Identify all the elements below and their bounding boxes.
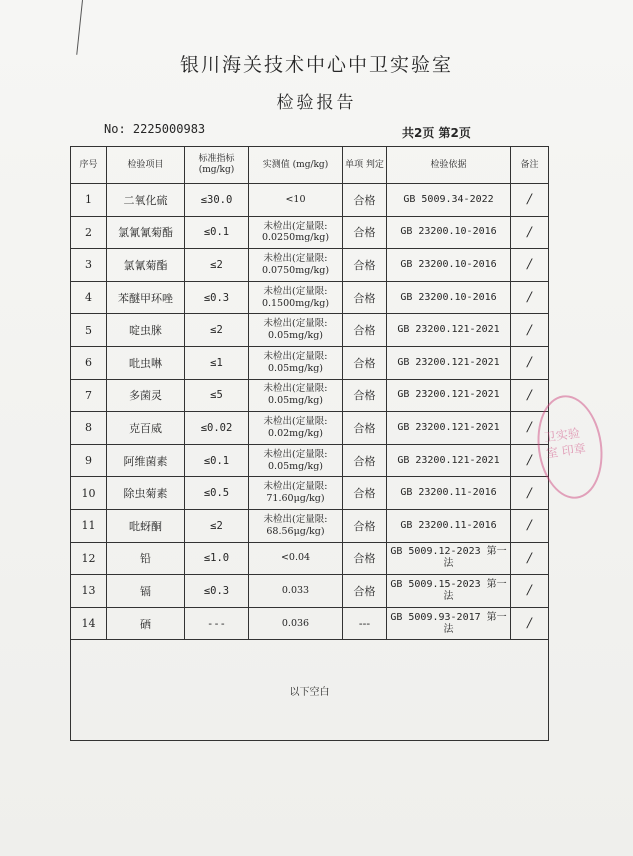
judgment-cell: 合格 [343,184,387,217]
measured-value-cell: 未检出(定量限: 0.1500mg/kg) [249,281,343,314]
test-basis-cell: GB 23200.11-2016 [387,509,511,542]
test-item-cell: 克百威 [107,412,185,445]
test-item-cell: 氯氰氰菊酯 [107,216,185,249]
test-basis-cell: GB 5009.93-2017 第一法 [387,607,511,640]
table-row [71,379,549,412]
judgment-cell: 合格 [343,346,387,379]
measured-value-cell: 未检出(定量限: 71.60μg/kg) [249,477,343,510]
standard-limit-cell: ≤2 [185,509,249,542]
blank-area-note: 以下空白 [71,640,549,741]
remark-cell: / [511,281,549,314]
measured-value-cell: 未检出(定量限: 0.05mg/kg) [249,314,343,347]
measured-value-cell: 未检出(定量限: 0.05mg/kg) [249,379,343,412]
results-table [70,146,549,741]
table-row [71,346,549,379]
judgment-cell: 合格 [343,444,387,477]
column-header: 标准指标 (mg/kg) [185,147,249,184]
measured-value-cell: 未检出(定量限: 0.05mg/kg) [249,346,343,379]
table-header-row [71,147,549,184]
column-header: 单项 判定 [343,147,387,184]
judgment-cell: 合格 [343,477,387,510]
test-item-cell: 啶虫脒 [107,314,185,347]
test-basis-cell: GB 23200.10-2016 [387,281,511,314]
judgment-cell: --- [343,607,387,640]
table-body [71,184,549,640]
test-item-cell: 氯氰菊酯 [107,249,185,282]
judgment-cell: 合格 [343,314,387,347]
report-subtitle: 检验报告 [276,93,357,113]
test-basis-cell: GB 23200.121-2021 [387,412,511,445]
column-header: 检验依据 [387,147,511,184]
judgment-cell: 合格 [343,249,387,282]
row-number-cell: 10 [71,477,107,510]
remark-cell: / [511,379,549,412]
row-number-cell: 7 [71,379,107,412]
column-header: 序号 [71,147,107,184]
test-basis-cell: GB 23200.121-2021 [387,444,511,477]
table-row [71,314,549,347]
table-row [71,607,549,640]
column-header: 实测值 (mg/kg) [249,147,343,184]
column-header: 备注 [511,147,549,184]
standard-limit-cell: ≤30.0 [185,184,249,217]
table-row [71,249,549,282]
remark-cell: / [511,412,549,445]
row-number-cell: 8 [71,412,107,445]
row-number-cell: 11 [71,509,107,542]
table-row [71,477,549,510]
test-item-cell: 二氧化硫 [107,184,185,217]
test-basis-cell: GB 23200.121-2021 [387,379,511,412]
fold-line [76,0,83,55]
measured-value-cell: 未检出(定量限: 0.0750mg/kg) [249,249,343,282]
judgment-cell: 合格 [343,575,387,608]
row-number-cell: 12 [71,542,107,575]
test-basis-cell: GB 5009.12-2023 第一法 [387,542,511,575]
test-item-cell: 吡蚜酮 [107,509,185,542]
remark-cell: / [511,346,549,379]
row-number-cell: 6 [71,346,107,379]
measured-value-cell: 未检出(定量限: 68.56μg/kg) [249,509,343,542]
standard-limit-cell: ≤0.3 [185,575,249,608]
row-number-cell: 1 [71,184,107,217]
test-item-cell: 铅 [107,542,185,575]
test-item-cell: 除虫菊素 [107,477,185,510]
report-org-title: 银川海关技术中心中卫实验室 [179,54,453,76]
measured-value-cell: 0.036 [249,607,343,640]
remark-cell: / [511,607,549,640]
judgment-cell: 合格 [343,542,387,575]
test-basis-cell: GB 23200.121-2021 [387,314,511,347]
table-row [71,281,549,314]
remark-cell: / [511,575,549,608]
row-number-cell: 14 [71,607,107,640]
test-item-cell: 镉 [107,575,185,608]
report-number: No: 2225000983 [104,122,206,136]
table-row [71,575,549,608]
test-basis-cell: GB 23200.121-2021 [387,346,511,379]
test-item-cell: 硒 [107,607,185,640]
row-number-cell: 2 [71,216,107,249]
standard-limit-cell: ≤0.3 [185,281,249,314]
judgment-cell: 合格 [343,281,387,314]
test-item-cell: 阿维菌素 [107,444,185,477]
judgment-cell: 合格 [343,509,387,542]
standard-limit-cell: ≤1.0 [185,542,249,575]
table-row [71,412,549,445]
remark-cell: / [511,314,549,347]
test-basis-cell: GB 23200.11-2016 [387,477,511,510]
measured-value-cell: <0.04 [249,542,343,575]
row-number-cell: 4 [71,281,107,314]
test-item-cell: 苯醚甲环唑 [107,281,185,314]
judgment-cell: 合格 [343,379,387,412]
judgment-cell: 合格 [343,412,387,445]
row-number-cell: 3 [71,249,107,282]
measured-value-cell: 未检出(定量限: 0.05mg/kg) [249,444,343,477]
test-item-cell: 吡虫啉 [107,346,185,379]
remark-cell: / [511,477,549,510]
measured-value-cell: <10 [249,184,343,217]
test-basis-cell: GB 23200.10-2016 [387,216,511,249]
remark-cell: / [511,249,549,282]
test-basis-cell: GB 5009.15-2023 第一法 [387,575,511,608]
table-row [71,509,549,542]
test-item-cell: 多菌灵 [107,379,185,412]
measured-value-cell: 未检出(定量限: 0.0250mg/kg) [249,216,343,249]
test-basis-cell: GB 5009.34-2022 [387,184,511,217]
stamp-text: 卫实验室 印章 [543,425,587,461]
row-number-cell: 13 [71,575,107,608]
remark-cell: / [511,542,549,575]
remark-cell: / [511,509,549,542]
column-header: 检验项目 [107,147,185,184]
standard-limit-cell: ≤0.1 [185,444,249,477]
table-row [71,542,549,575]
standard-limit-cell: ≤0.02 [185,412,249,445]
page-info: 共2页 第2页 [402,126,471,140]
row-number-cell: 5 [71,314,107,347]
table-row [71,184,549,217]
remark-cell: / [511,444,549,477]
standard-limit-cell: ≤5 [185,379,249,412]
table-row [71,444,549,477]
remark-cell: / [511,184,549,217]
remark-cell: / [511,216,549,249]
table-row [71,216,549,249]
standard-limit-cell: ≤0.1 [185,216,249,249]
measured-value-cell: 未检出(定量限: 0.02mg/kg) [249,412,343,445]
standard-limit-cell: --- [185,607,249,640]
test-basis-cell: GB 23200.10-2016 [387,249,511,282]
standard-limit-cell: ≤1 [185,346,249,379]
measured-value-cell: 0.033 [249,575,343,608]
standard-limit-cell: ≤0.5 [185,477,249,510]
row-number-cell: 9 [71,444,107,477]
standard-limit-cell: ≤2 [185,249,249,282]
standard-limit-cell: ≤2 [185,314,249,347]
judgment-cell: 合格 [343,216,387,249]
